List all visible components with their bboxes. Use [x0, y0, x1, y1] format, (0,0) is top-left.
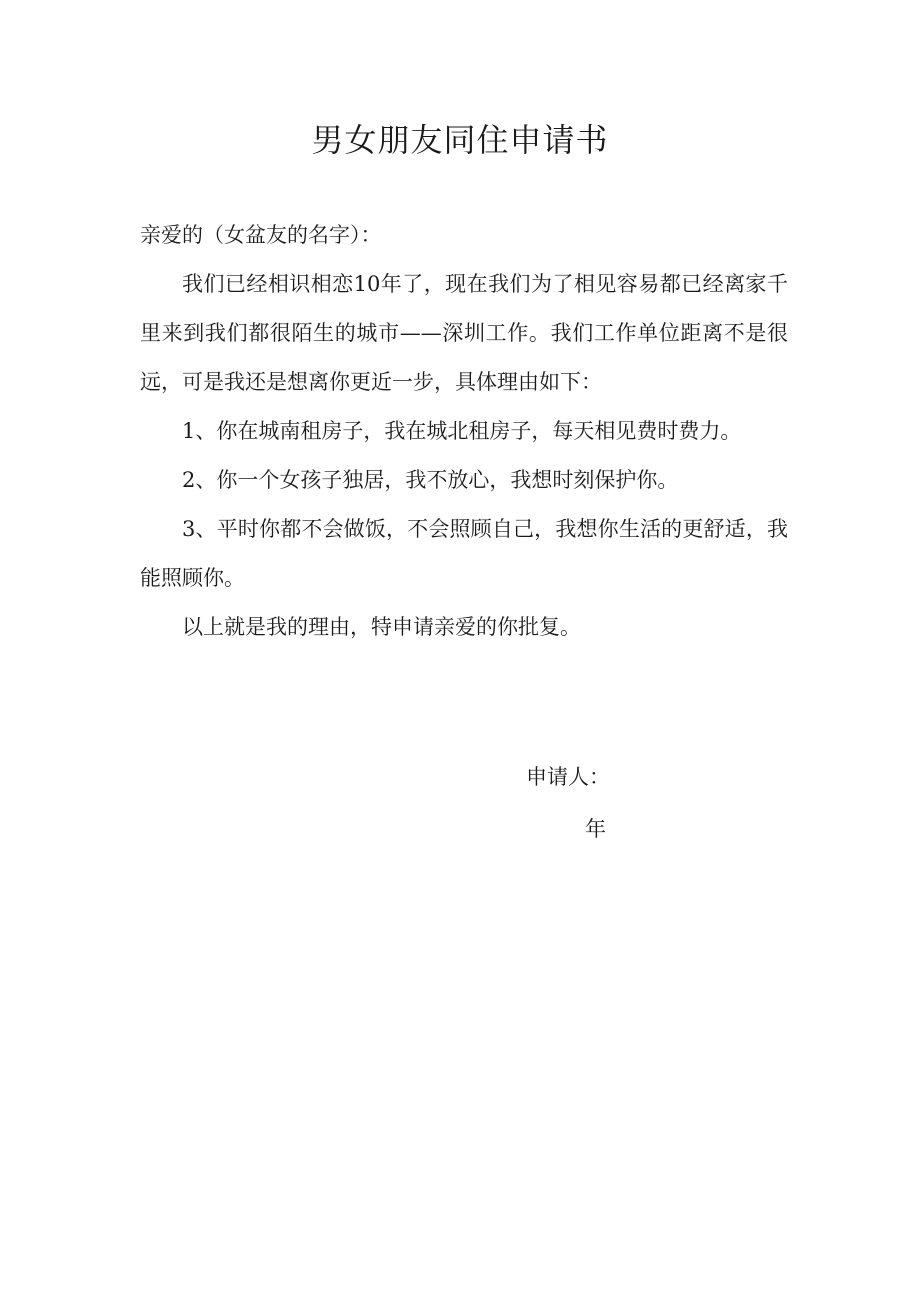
intro-paragraph: 我们已经相识相恋10年了，现在我们为了相见容易都已经离家千里来到我们都很陌生的城市——深圳工作。我们工作单位距离不是很远，可是我还是想离你更近一步，具体理由如下： [140, 272, 788, 394]
date-label: 年 [585, 817, 606, 841]
reason-2: 2、你一个女孩子独居，我不放心，我想时刻保护你。 [182, 468, 679, 492]
salutation: 亲爱的（女盆友的名字）： [140, 223, 382, 247]
closing-paragraph: 以上就是我的理由，特申请亲爱的你批复。 [182, 615, 581, 639]
document-title: 男女朋友同住申请书 [311, 121, 609, 159]
reason-3: 3、平时你都不会做饭，不会照顾自己，我想你生活的更舒适，我能照顾你。 [140, 517, 788, 590]
letter-body [140, 211, 788, 652]
applicant-label: 申请人： [526, 765, 610, 789]
reason-1: 1、你在城南租房子，我在城北租房子，每天相见费时费力。 [182, 419, 742, 443]
